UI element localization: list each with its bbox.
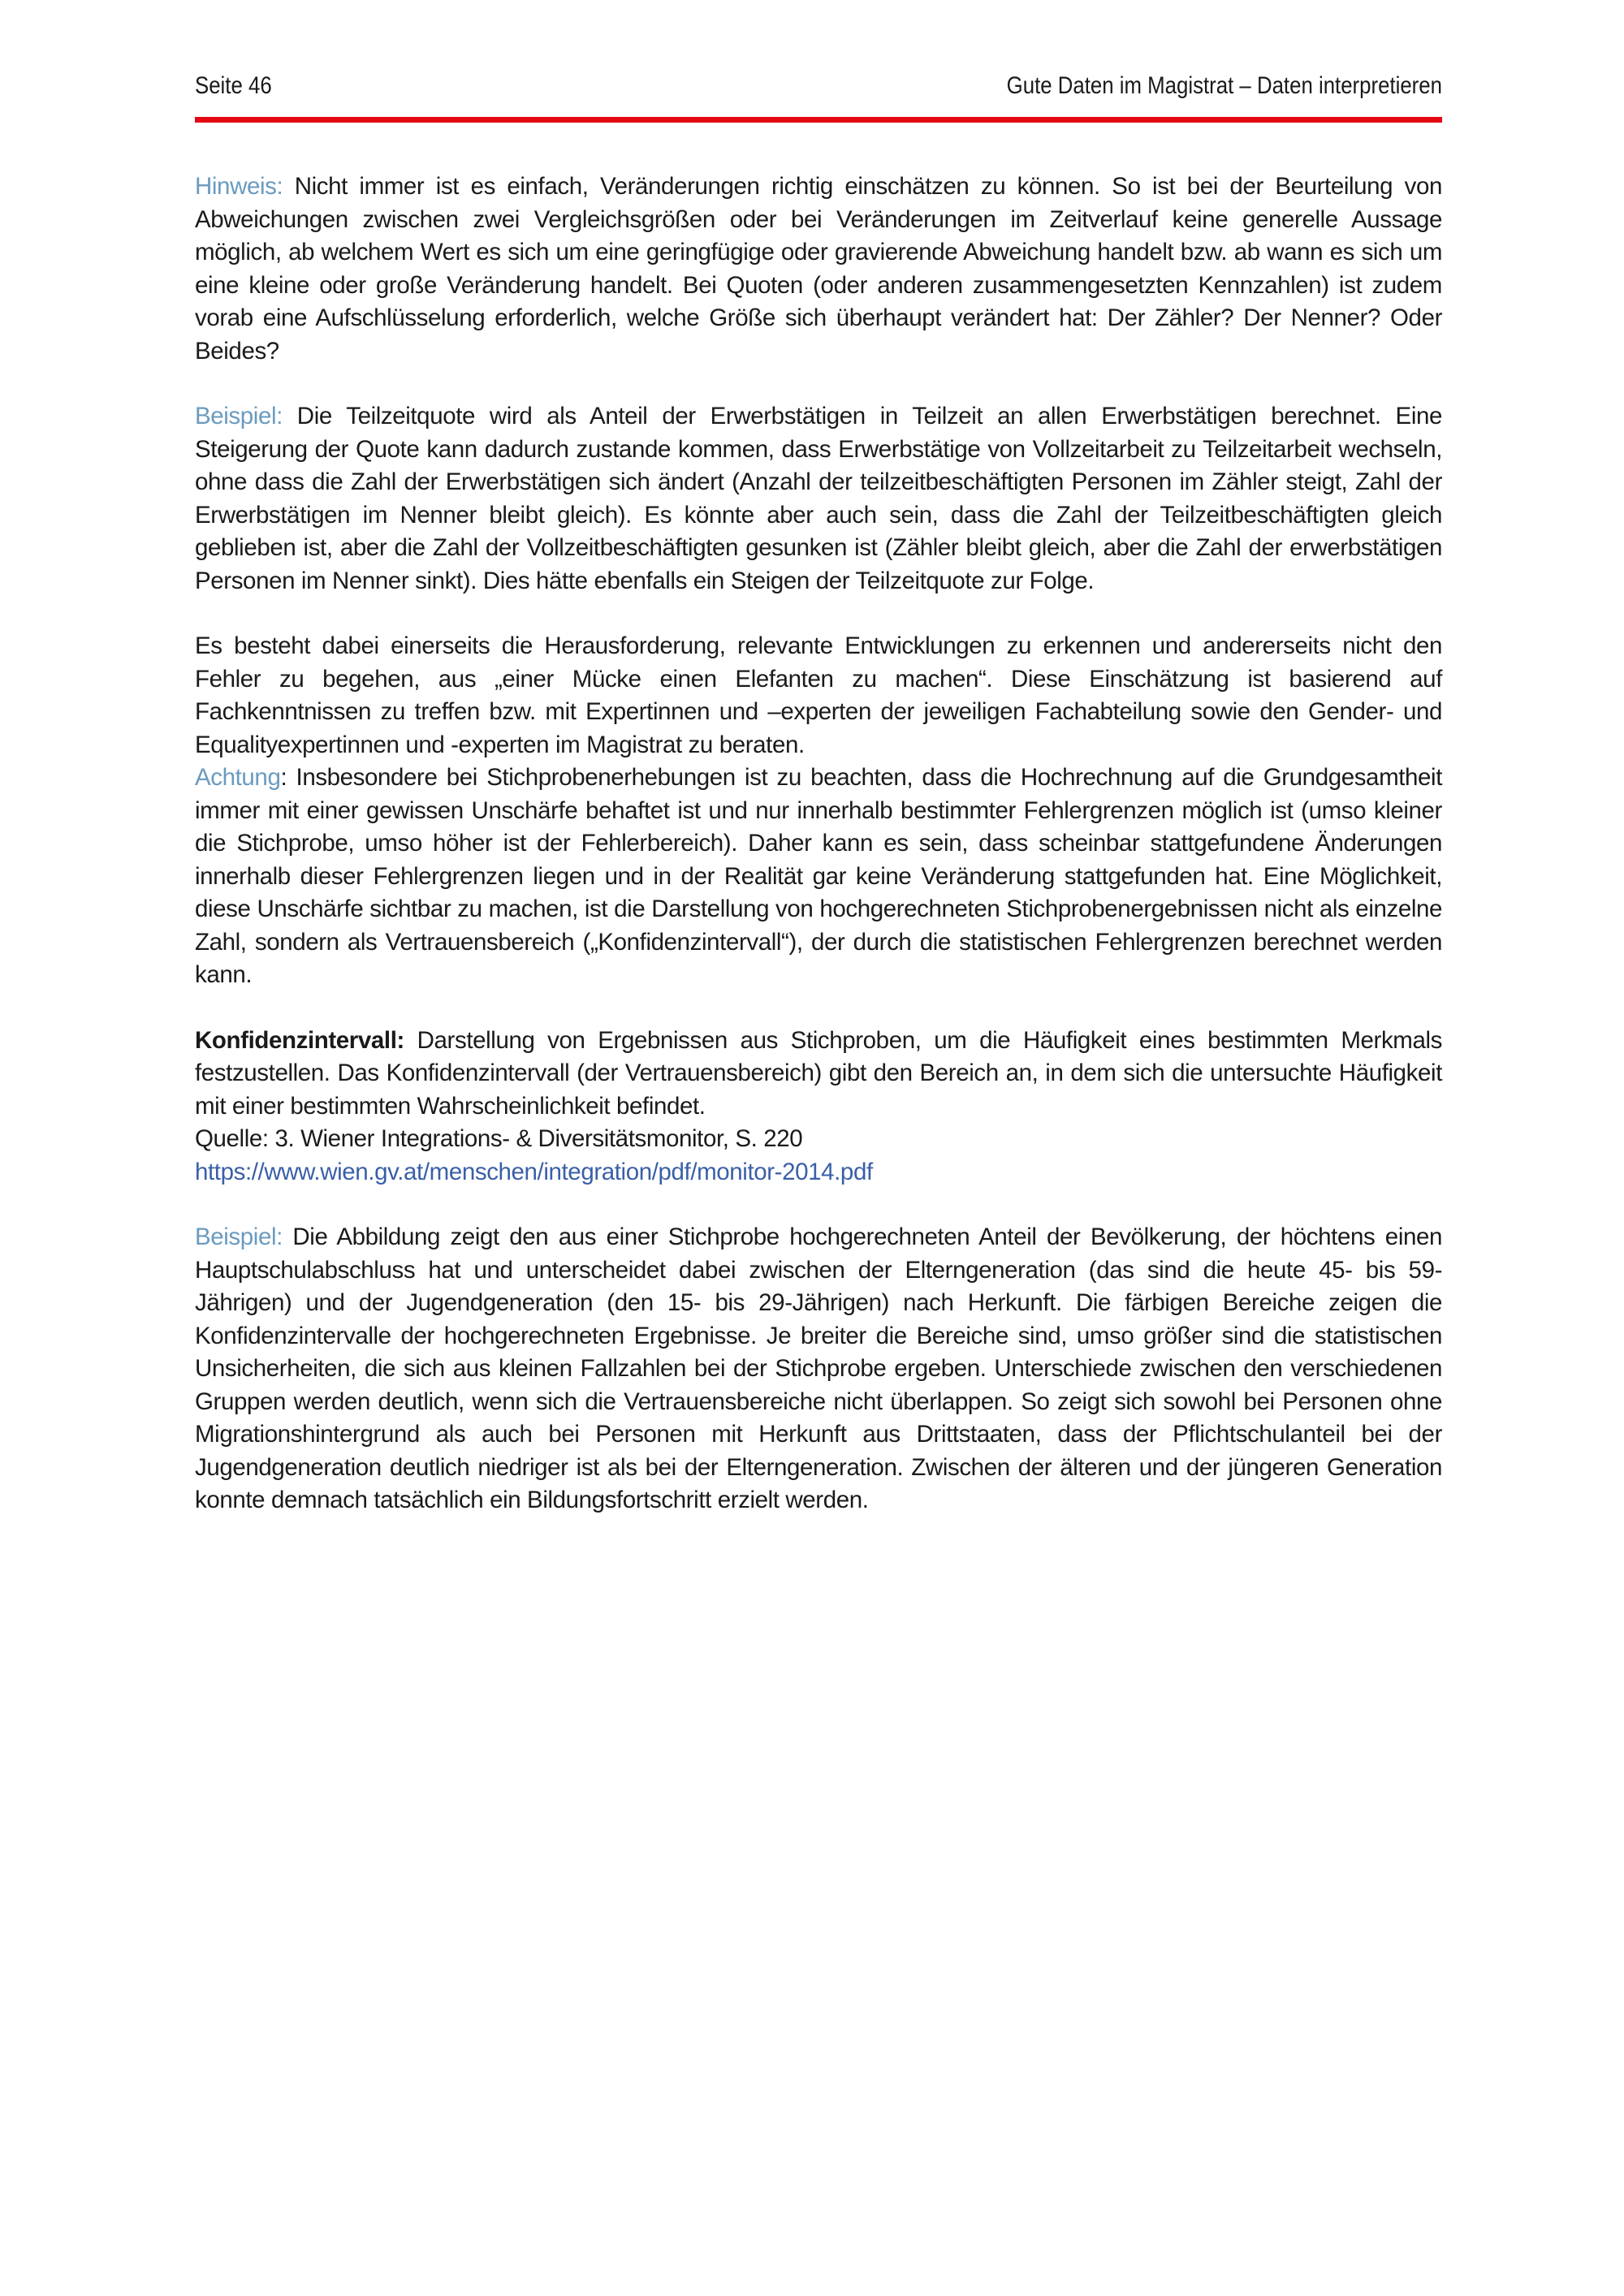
konfidenzintervall-term: Konfidenzintervall: [195,1026,404,1054]
beispiel-abbildung-text: Die Abbildung zeigt den aus einer Stichprobe hochgerechneten Anteil der Bevölkerung, der höchtens einen Hauptschulabschluss hat und unterscheidet dabei zwischen der Elterngeneration (das sind die heute 45- bis 59-Jährigen) und der Jugendgeneration (den 15- bis 29-Jährigen) nach Herkunft. Die färbigen Bereiche zeigen die Konfidenzintervalle der hochgerechneten Ergebnisse. Je breiter die Bereiche sind, umso größer sind die statistischen Unsicherheiten, die sich aus kleinen Fallzahlen bei der Stichprobe ergeben. Unterschiede zwischen den verschiedenen Gruppen werden deutlich, wenn sich die Vertrauensbereiche nicht überlappen. So zeigt sich sowohl bei Personen ohne Migrationshintergrund als auch bei Personen mit Herkunft aus Drittstaaten, dass der Pflichtschulanteil bei der Jugendgeneration deutlich niedriger ist als bei der Elterngeneration. Zwischen der älteren und der jüngeren Generation konnte demnach tatsächlich ein Bildungsfortschritt erzielt werden. [195,1224,1442,1513]
beispiel-teilzeit-paragraph [195,400,1442,598]
hinweis-paragraph [195,170,1442,368]
achtung-paragraph [195,762,1442,992]
herausforderung-paragraph: Es besteht dabei einerseits die Herausforderung, relevante Entwicklungen zu erkennen und andererseits nicht den Fehler zu begehen, aus „einer Mücke einen Elefanten zu machen“. Diese Einschätzung ist basierend auf Fachkenntnissen zu treffen bzw. mit Expertinnen und –experten der jeweiligen Fachabteilung sowie den Gender- und Equalityexpertinnen und -experten im Magistrat zu beraten. [195,632,1442,758]
konfidenzintervall-definition [195,1025,1442,1189]
hinweis-label: Hinweis: [195,173,283,200]
document-title: Gute Daten im Magistrat – Daten interpretieren [1006,72,1442,99]
page-number: Seite 46 [195,72,272,99]
konfidenzintervall-body [195,1025,1442,1124]
beispiel-abbildung-paragraph [195,1221,1442,1517]
konfidenzintervall-text: Darstellung von Ergebnissen aus Stichproben, um die Häufigkeit eines bestimmten Merkmals festzustellen. Das Konfidenzintervall (der Vertrauensbereich) gibt den Bereich an, in dem sich die untersuchte Häufigkeit mit einer bestimmten Wahrscheinlichkeit befindet. [195,1026,1442,1120]
beispiel-label-2: Beispiel: [195,1224,283,1250]
achtung-label: Achtung [195,764,281,791]
achtung-text: : Insbesondere bei Stichprobenerhebungen ist zu beachten, dass die Hochrechnung auf die Grundgesamtheit immer mit einer gewissen Unschärfe behaftet ist und nur innerhalb bestimmter Fehlergrenzen möglich ist (umso kleiner die Stichprobe, umso höher ist der Fehlerbereich). Daher kann es sein, dass scheinbar stattgefundene Änderungen innerhalb dieser Fehlergrenzen liegen und in der Realität gar keine Veränderung stattgefunden hat. Eine Möglichkeit, diese Unschärfe sichtbar zu machen, ist die Darstellung von hochgerechneten Stichprobenergebnissen nicht als einzelne Zahl, sondern als Vertrauensbereich („Konfidenzintervall“), der durch die statistischen Fehlergrenzen berechnet werden kann. [195,764,1442,988]
beispiel-label: Beispiel: [195,403,283,429]
page-content [195,170,1442,1550]
source-citation: Quelle: 3. Wiener Integrations- & Diversitätsmonitor, S. 220 [195,1125,803,1152]
beispiel-teilzeit-text: Die Teilzeitquote wird als Anteil der Erwerbstätigen in Teilzeit an allen Erwerbstätigen berechnet. Eine Steigerung der Quote kann dadurch zustande kommen, dass Erwerbstätige von Vollzeitarbeit zu Teilzeitarbeit wechseln, ohne dass die Zahl der Erwerbstätigen sich ändert (Anzahl der teilzeitbeschäftigten Personen im Zähler steigt, Zahl der Erwerbstätigen im Nenner bleibt gleich). Es könnte aber auch sein, dass die Zahl der Teilzeitbeschäftigten gleich geblieben ist, aber die Zahl der Vollzeitbeschäftigten gesunken ist (Zähler bleibt gleich, aber die Zahl der erwerbstätigen Personen im Nenner sinkt). Dies hätte ebenfalls ein Steigen der Teilzeitquote zur Folge. [195,403,1442,594]
source-link[interactable]: https://www.wien.gv.at/menschen/integration/pdf/monitor-2014.pdf [195,1158,873,1185]
header-divider [195,117,1442,123]
hinweis-text: Nicht immer ist es einfach, Veränderungen richtig einschätzen zu können. So ist bei der Beurteilung von Abweichungen zwischen zwei Vergleichsgrößen oder bei Veränderungen im Zeitverlauf keine generelle Aussage möglich, ab welchem Wert es sich um eine geringfügige oder gravierende Abweichung handelt bzw. ab wann es sich um eine kleine oder große Veränderung handelt. Bei Quoten (oder anderen zusammengesetzten Kennzahlen) ist zudem vorab eine Aufschlüsselung erforderlich, welche Größe sich überhaupt verändert hat: Der Zähler? Der Nenner? Oder Beides? [195,173,1442,365]
page-header [195,67,1442,102]
